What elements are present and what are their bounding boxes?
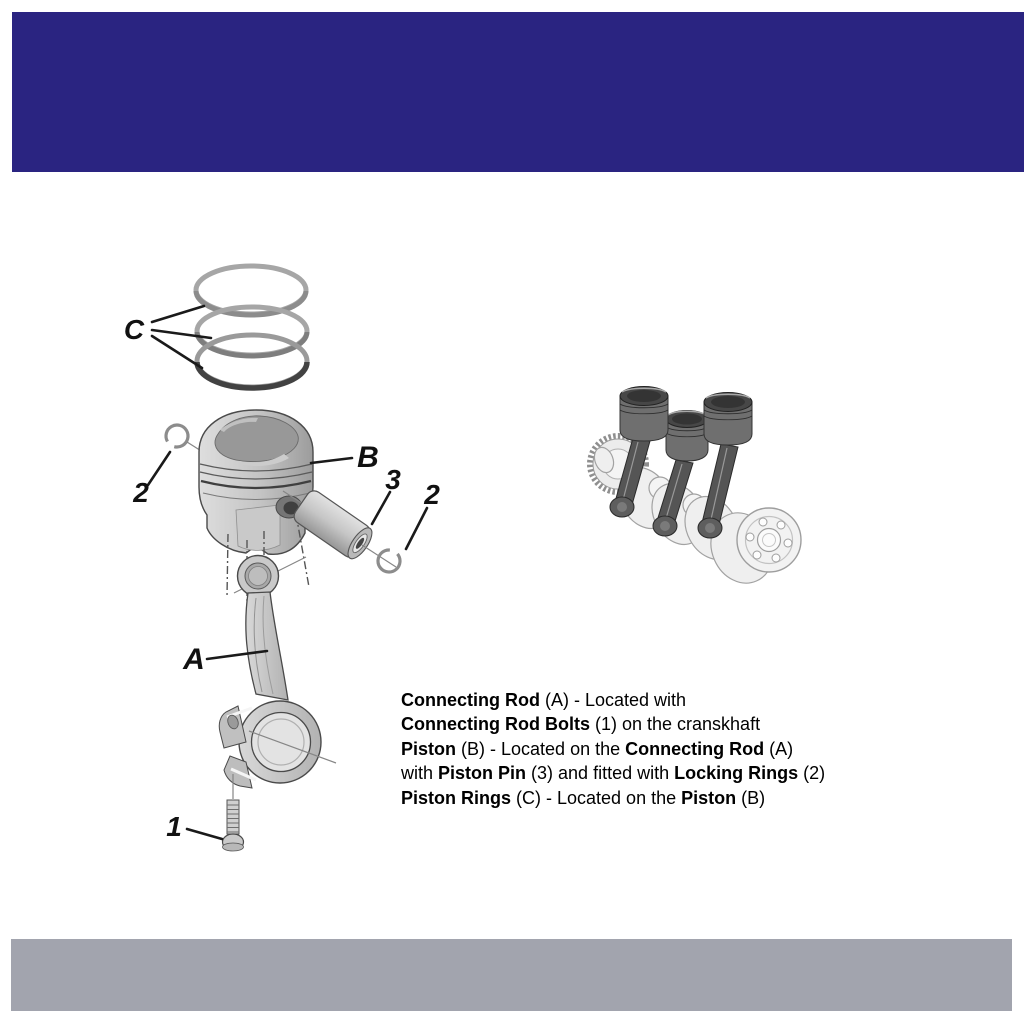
callout-1-group xyxy=(166,811,222,842)
callout-piston: B xyxy=(357,441,379,474)
callout-locking-ring-left: 2 xyxy=(133,477,149,508)
legend-text xyxy=(401,688,825,810)
legend-line: with Piston Pin (3) and fitted with Locking Rings (2) xyxy=(401,763,826,784)
footer-band xyxy=(11,939,1012,1011)
callout-rod-bolt: 1 xyxy=(166,811,182,842)
legend-line: Connecting Rod Bolts (1) on the cranskhaft xyxy=(401,714,761,735)
piston-illustration xyxy=(199,410,313,554)
crankshaft-assembly-illustration xyxy=(580,370,820,590)
piston-pin-illustration xyxy=(291,488,377,563)
connecting-rod-illustration xyxy=(219,556,336,789)
legend-line: Piston Rings (C) - Located on the Piston (B) xyxy=(401,787,766,808)
callout-locking-ring-right: 2 xyxy=(424,479,440,510)
rod-shaft xyxy=(246,592,288,700)
crankshaft-flange xyxy=(737,508,801,572)
piston-rings-illustration xyxy=(196,266,307,388)
legend-line: Piston (B) - Located on the Connecting Rod (A) xyxy=(401,738,794,759)
assembly-piston-left xyxy=(620,387,668,442)
header-band xyxy=(12,12,1024,172)
callout-piston-pin: 3 xyxy=(385,464,401,495)
assembly-piston-middle xyxy=(666,411,708,462)
assembly-piston-right xyxy=(704,393,752,446)
callout-b-group xyxy=(311,441,379,474)
legend-line: Connecting Rod (A) - Located with xyxy=(401,690,687,710)
callout-connecting-rod: A xyxy=(183,643,205,676)
callout-piston-rings: C xyxy=(123,314,145,345)
locking-ring-right xyxy=(374,479,441,576)
